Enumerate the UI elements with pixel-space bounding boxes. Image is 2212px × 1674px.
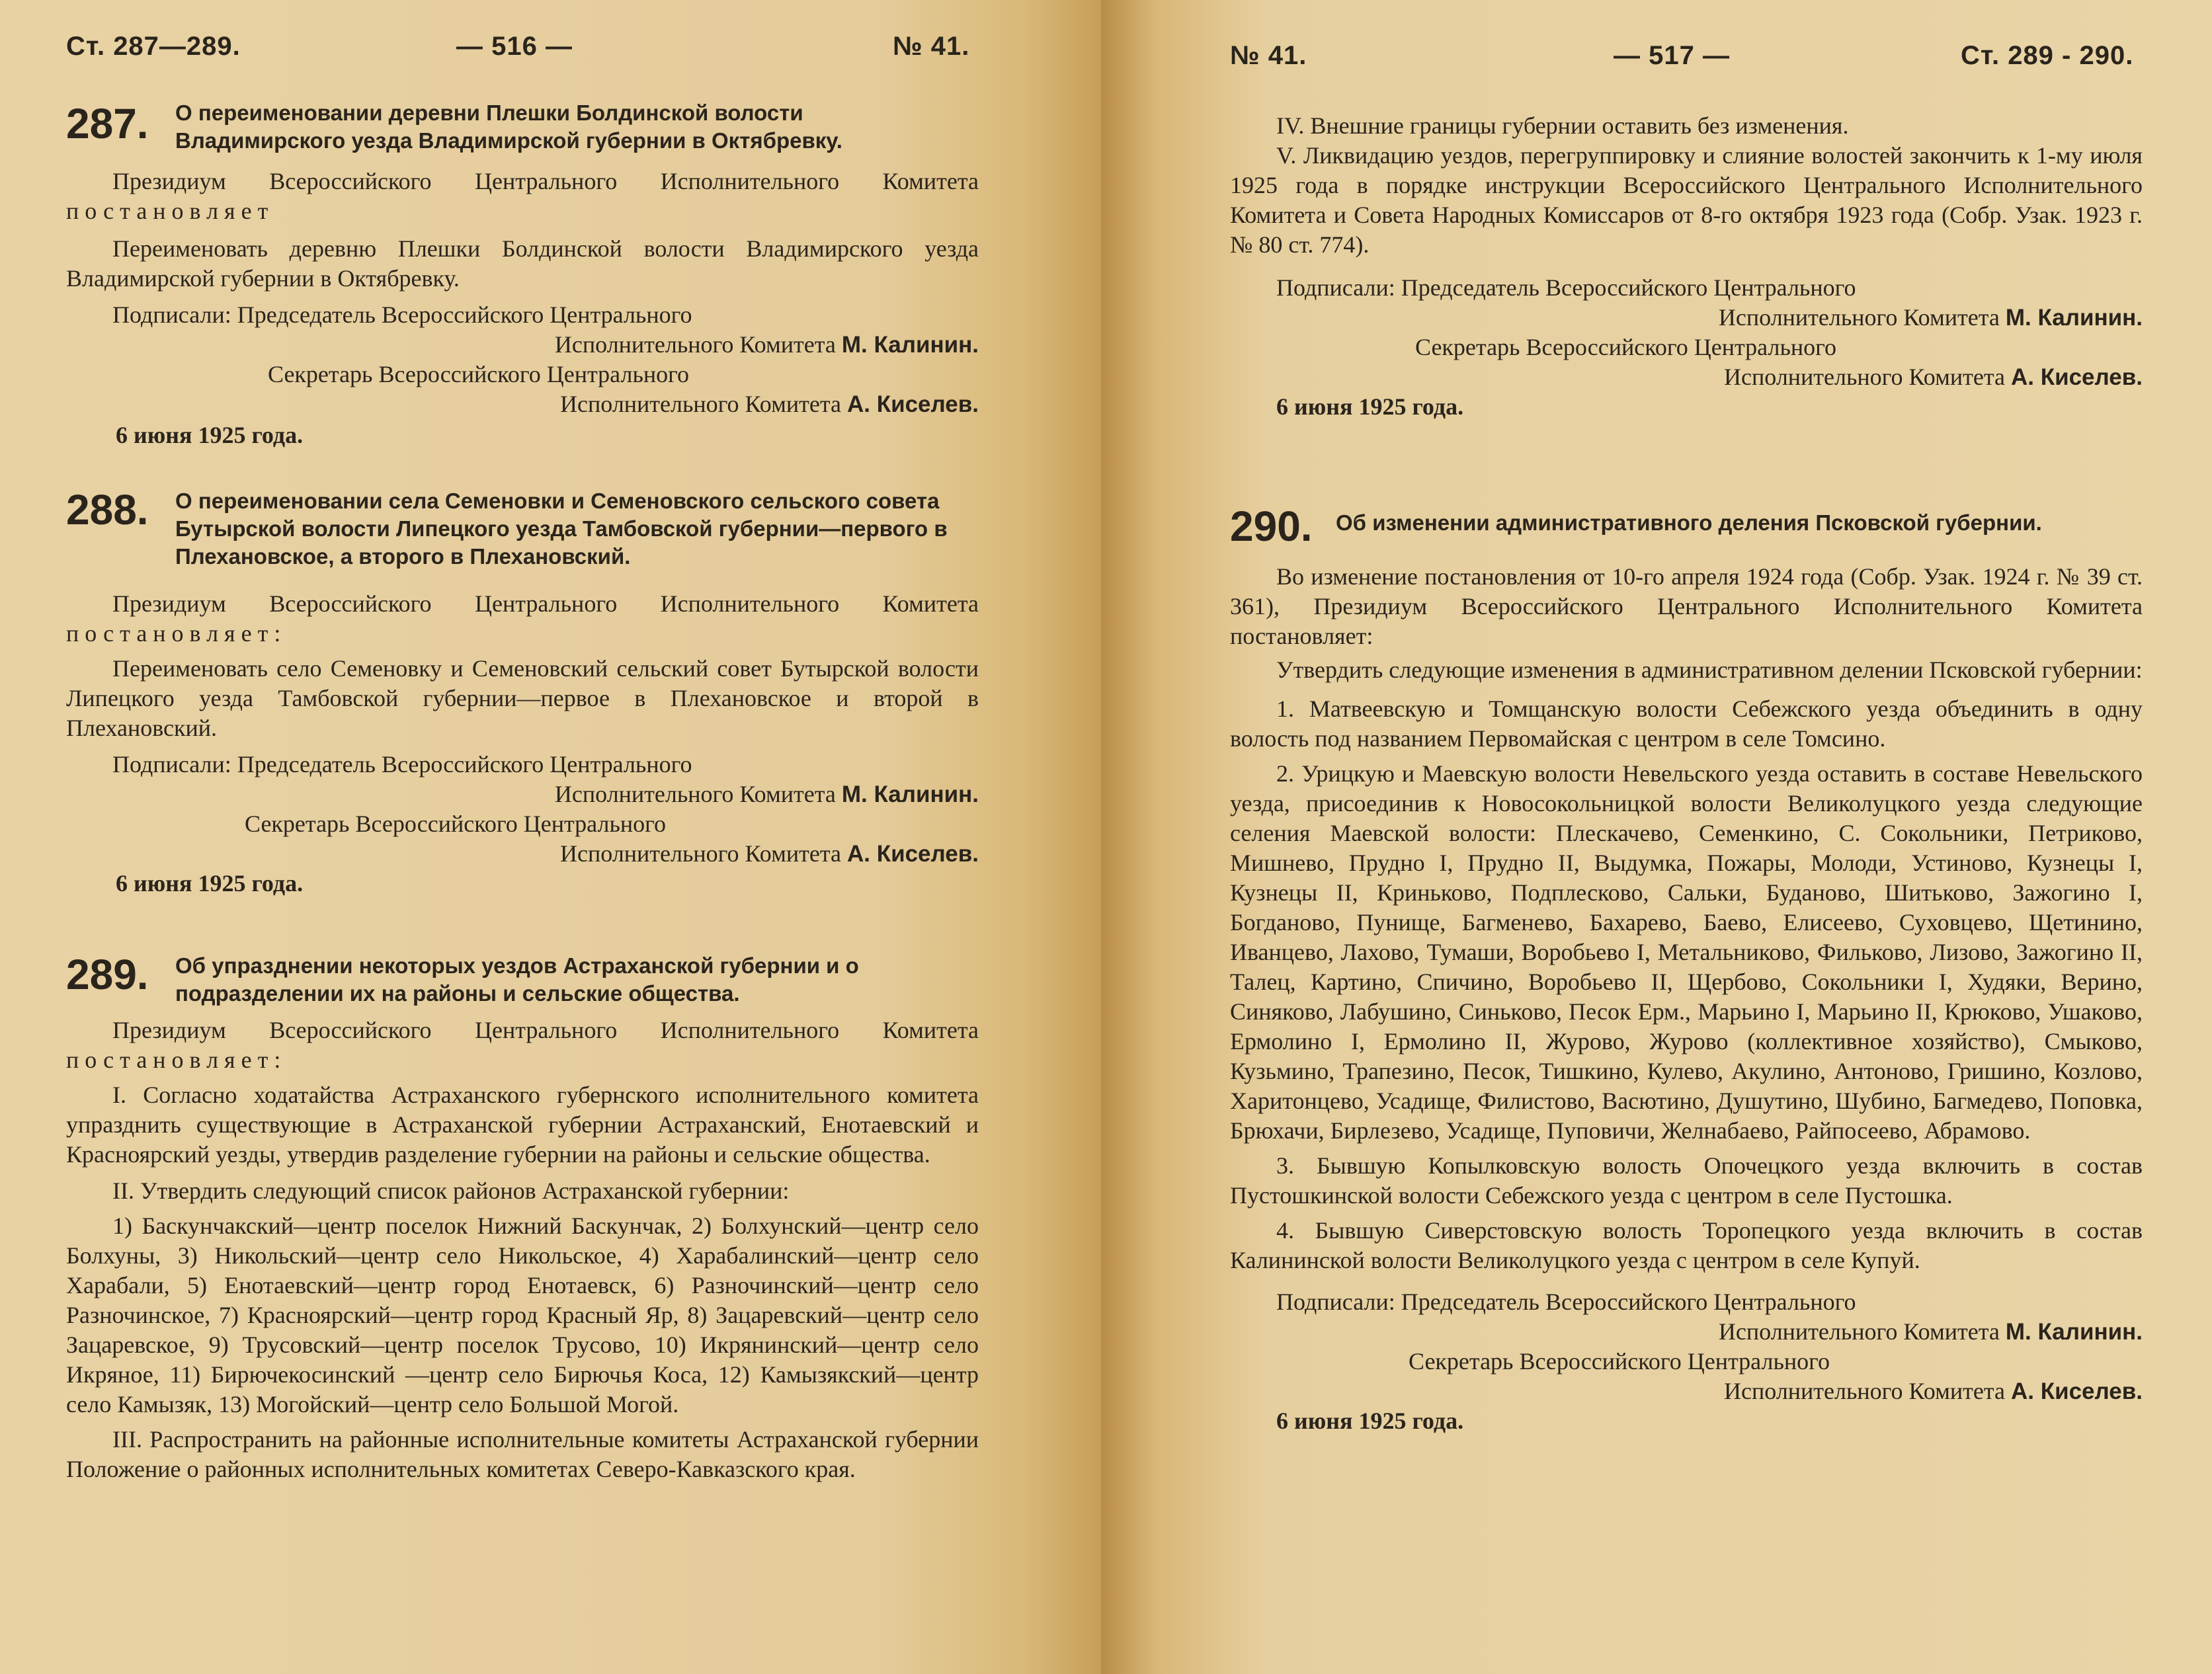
article-number: 288. (66, 486, 149, 534)
signature-line: Исполнительного Комитета М. Калинин. (1718, 1318, 2143, 1345)
date: 6 июня 1925 года. (116, 422, 304, 448)
signature-line: Исполнительного Комитета М. Калинин. (554, 781, 979, 807)
paragraph: 1) Баскунчакский—центр поселок Нижний Баскунчак, 2) Болхунский—центр село Болхуны, 3) Никольский—центр село Никольское, 4) Харабалинский—центр село Харабали, 5) Енотаевский—центр город Енотаевск, 6) Разночинский—центр село Разночинское, 7) Красноярский—центр город Красный Яр, 8) Зацаревский—центр село Зацаревское, 9) Трусовский—центр поселок Трусово, 10) Икрянинский—центр село Икряное, 11) Бирючекосинский —центр село Бирючья Коса, 12) Камызякский—центр село Камызяк, 13) Могойский—центр село Большой Могой. (66, 1213, 979, 1417)
date: 6 июня 1925 года. (1276, 393, 1464, 420)
paragraph: III. Распространить на районные исполнительные комитеты Астраханской губернии Положение о районных исполнительных комитетах Северо-Кавказского края. (66, 1426, 979, 1482)
signature-line: Секретарь Всероссийского Центрального (1409, 1348, 1830, 1375)
article-title: О переименовании села Семеновки и Семеновского сельского совета Бутырской волости Липецкого уезда Тамбовской губернии—первого в Плехановское, а второго в Плехановский. (175, 489, 948, 569)
article-title: Об упразднении некоторых уездов Астраханской губернии и о подразделении их на районы и сельские общества. (175, 953, 859, 1006)
article-289-continued (1230, 111, 2143, 422)
article-287 (66, 99, 979, 450)
preamble: Президиум Всероссийского Центрального Исполнительного Комитета постановляет (66, 168, 979, 224)
paragraph: 1. Матвеевскую и Томщанскую волости Себежского уезда объединить в одну волость под названием Первомайская с центром в селе Томсино. (1230, 696, 2143, 752)
article-title: О переименовании деревни Плешки Болдинской волости Владимирского уезда Владимирской губернии в Октябревку. (175, 100, 842, 153)
signature-line: Исполнительного Комитета А. Киселев. (1724, 364, 2143, 390)
signature-line: Секретарь Всероссийского Центрального (268, 361, 689, 387)
left-page (0, 0, 1101, 1674)
paragraph: IV. Внешние границы губернии оставить без изменения. (1276, 112, 1849, 139)
article-289 (66, 952, 979, 1484)
signature-line: Исполнительного Комитета А. Киселев. (560, 840, 979, 867)
signature-line: Секретарь Всероссийского Центрального (1415, 334, 1836, 360)
signature-line: Исполнительного Комитета А. Киселев. (560, 391, 979, 417)
article-288 (66, 487, 979, 898)
paragraph: Утвердить следующие изменения в административном делении Псковской губернии: (1276, 657, 2143, 683)
article-number: 287. (66, 100, 149, 147)
preamble: Президиум Всероссийского Центрального Исполнительного Комитета постановляет: (66, 1017, 979, 1073)
paragraph: V. Ликвидацию уездов, перегруппировку и слияние волостей закончить к 1-му июля 1925 года в порядке инструкции Всероссийского Центрального Исполнительного Комитета и Совета Народных Комиссаров от 8-го октября 1923 года (Собр. Узак. 1923 г. № 80 ст. 774). (1230, 142, 2143, 258)
right-page (1101, 0, 2212, 1674)
signature-line: Исполнительного Комитета М. Калинин. (554, 331, 979, 358)
article-title: Об изменении административного деления Псковской губернии. (1336, 510, 2042, 535)
page-number: — 517 — (1614, 41, 1730, 70)
paragraph: I. Согласно ходатайства Астраханского губернского исполнительного комитета упразднить существующие в Астраханской губернии Астраханский, Енотаевский и Красноярский уезды, утвердив разделение губернии на районы и сельские общества. (66, 1082, 979, 1168)
paragraph: 4. Бывшую Сиверстовскую волость Торопецкого уезда включить в состав Калининской волости Великолуцкого уезда с центром в селе Купуй. (1230, 1217, 2143, 1273)
signature-line: Подписали: Председатель Всероссийского Центрального (112, 301, 692, 328)
signature-line: Подписали: Председатель Всероссийского Центрального (112, 751, 692, 777)
date: 6 июня 1925 года. (1276, 1408, 1464, 1434)
page-number: — 516 — (456, 32, 573, 61)
paragraph: Переименовать деревню Плешки Болдинской волости Владимирского уезда Владимирской губернии в Октябревку. (66, 235, 979, 292)
signature-line: Подписали: Председатель Всероссийского Центрального (1276, 1289, 1856, 1315)
signature-line: Исполнительного Комитета М. Калинин. (1718, 304, 2143, 331)
paragraph: Переименовать село Семеновку и Семеновский сельский совет Бутырской волости Липецкого уезда Тамбовской губернии—первое в Плехановское и второй в Плехановский. (66, 655, 979, 741)
article-290 (1230, 502, 2143, 1436)
article-number: 290. (1230, 502, 1313, 550)
paragraph: Во изменение постановления от 10-го апреля 1924 года (Собр. Узак. 1924 г. № 39 ст. 361), Президиум Всероссийского Центрального Исполнительного Комитета постановляет: (1230, 563, 2143, 649)
signature-line: Подписали: Председатель Всероссийского Центрального (1276, 274, 1856, 301)
date: 6 июня 1925 года. (116, 870, 304, 897)
signature-line: Исполнительного Комитета А. Киселев. (1724, 1378, 2143, 1404)
issue-number: № 41. (893, 32, 970, 61)
paragraph: 2. Урицкую и Маевскую волости Невельского уезда оставить в составе Невельского уезда, присоединив к Новосокольницкой волости Великолуцкого уезда следующие селения Маевской волости: Плескачево, Семенкино, С. Сокольники, Петриково, Мишнево, Прудно I, Прудно II, Выдумка, Пожары, Молоди, Устиново, Кузнецы I, Кузнецы II, Криньково, Подплесково, Сальки, Буданово, Шитьково, Зажогино I, Богданово, Пунище, Багменево, Бахарево, Баево, Елисеево, Суховцево, Щетинино, Иванцево, Лахово, Тумаши, Воробьево I, Метальниково, Фильково, Лизово, Зажогино II, Талец, Картино, Спичино, Воробьево II, Щербово, Сокольники I, Худяки, Верино, Синяково, Лабушино, Синьково, Песок Ерм., Марьино I, Марьино II, Крюково, Ушаково, Ермолино I, Ермолино II, Журово, Журово (коллективное хозяйство), Смыково, Кузьмино, Трапезино, Песок, Тишкино, Кулево, Акулино, Антоново, Гришино, Козлово, Харитонцево, Усадище, Филистово, Васютино, Душутино, Шубино, Багмедево, Поповка, Брюхачи, Бирлезево, Усадище, Пуповичи, Желнабаево, Райпосеево, Абрамово. (1230, 760, 2143, 1144)
paragraph: 3. Бывшую Копылковскую волость Опочецкого уезда включить в состав Пустошкинской волости Себежского уезда с центром в селе Пустошка. (1230, 1152, 2143, 1209)
running-head-left: Ст. 287—289. (66, 32, 241, 61)
running-head-right: Ст. 289 - 290. (1961, 41, 2134, 70)
signature-line: Секретарь Всероссийского Центрального (245, 811, 666, 837)
preamble: Президиум Всероссийского Центрального Исполнительного Комитета постановляет: (66, 590, 979, 647)
paragraph: II. Утвердить следующий список районов Астраханской губернии: (112, 1177, 790, 1204)
article-number: 289. (66, 951, 149, 998)
issue-number: № 41. (1230, 41, 1307, 70)
